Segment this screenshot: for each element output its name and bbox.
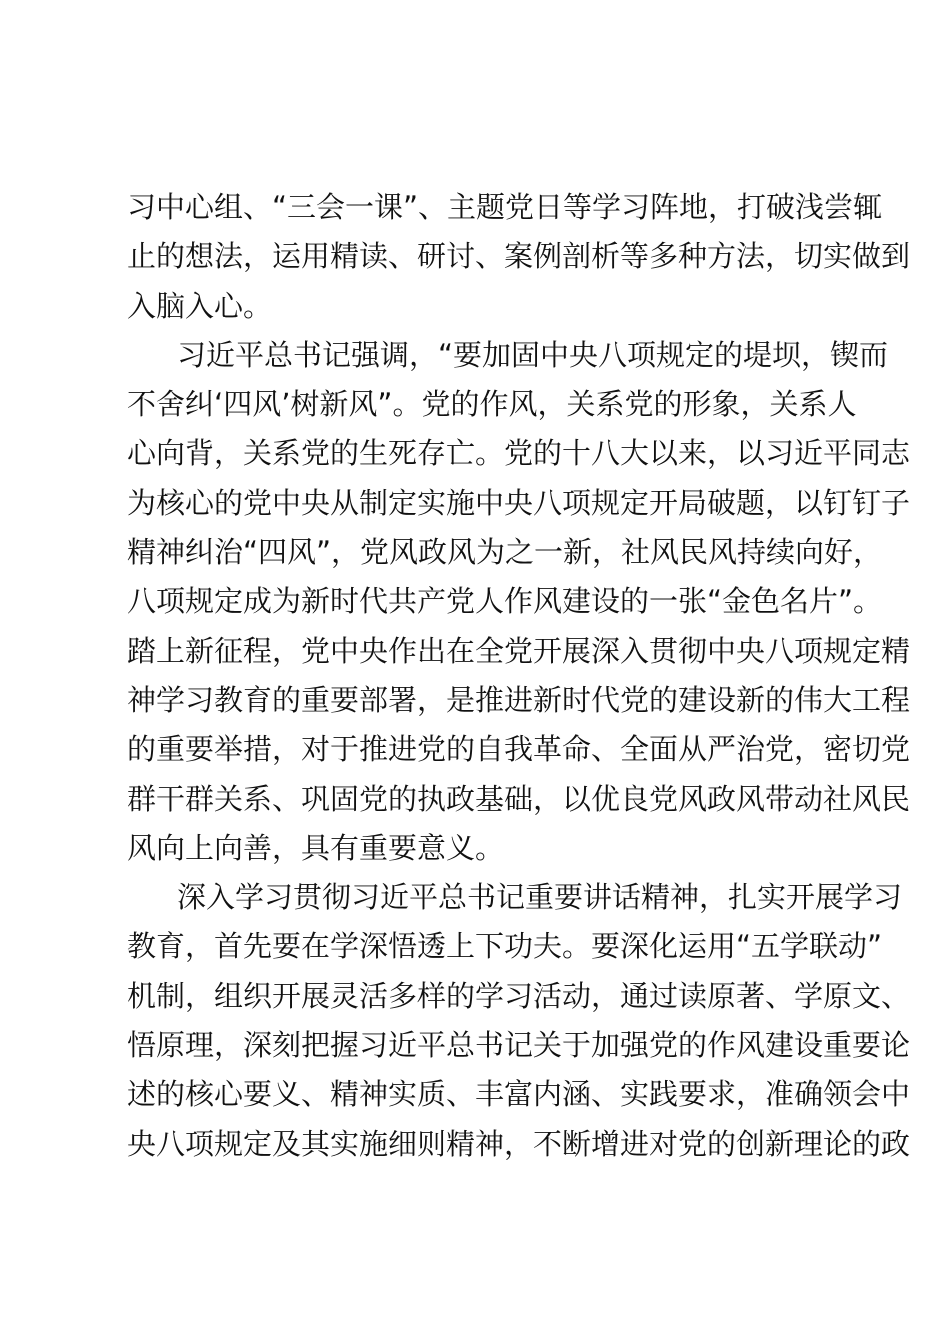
text-line: 精神纠治“四风”，党风政风为之一新，社风民风持续向好， [127,535,883,570]
text-line: 教育，首先要在学深悟透上下功夫。要深化运用“五学联动” [127,929,883,964]
text-line: 的重要举措，对于推进党的自我革命、全面从严治党，密切党 [127,732,911,767]
text-line: 机制，组织开展灵活多样的学习活动，通过读原著、学原文、 [127,978,911,1013]
text-line: 群干群关系、巩固党的执政基础，以优良党风政风带动社风民 [127,781,911,816]
text-line: 八项规定成为新时代共产党人作风建设的一张“金色名片”。 [127,584,883,619]
text-line: 习中心组、“三会一课”、主题党日等学习阵地，打破浅尝辄 [127,190,883,224]
text-line: 悟原理，深刻把握习近平总书记关于加强党的作风建设重要论 [127,1028,911,1063]
body-text [127,183,911,1169]
text-line: 央八项规定及其实施细则精神，不断增进对党的创新理论的政 [127,1126,911,1161]
text-line: 述的核心要义、精神实质、丰富内涵、实践要求，准确领会中 [127,1077,911,1112]
text-line: 为核心的党中央从制定实施中央八项规定开局破题，以钉钉子 [127,485,911,520]
text-line: 风向上向善，具有重要意义。 [127,830,505,865]
text-line: 踏上新征程，党中央作出在全党开展深入贯彻中央八项规定精 [127,633,911,668]
text-line: 深入学习贯彻习近平总书记重要讲话精神，扎实开展学习 [177,880,903,915]
text-line: 入脑入心。 [127,288,273,323]
text-line: 止的想法，运用精读、研讨、案例剖析等多种方法，切实做到 [127,239,911,274]
text-line: 不舍纠‘四风’树新风”。党的作风，关系党的形象，关系人 [127,387,857,422]
text-line: 神学习教育的重要部署，是推进新时代党的建设新的伟大工程 [127,682,911,717]
text-line: 习近平总书记强调，“要加固中央八项规定的堤坝，锲而 [177,337,889,372]
text-line: 心向背，关系党的生死存亡。党的十八大以来，以习近平同志 [127,436,911,471]
